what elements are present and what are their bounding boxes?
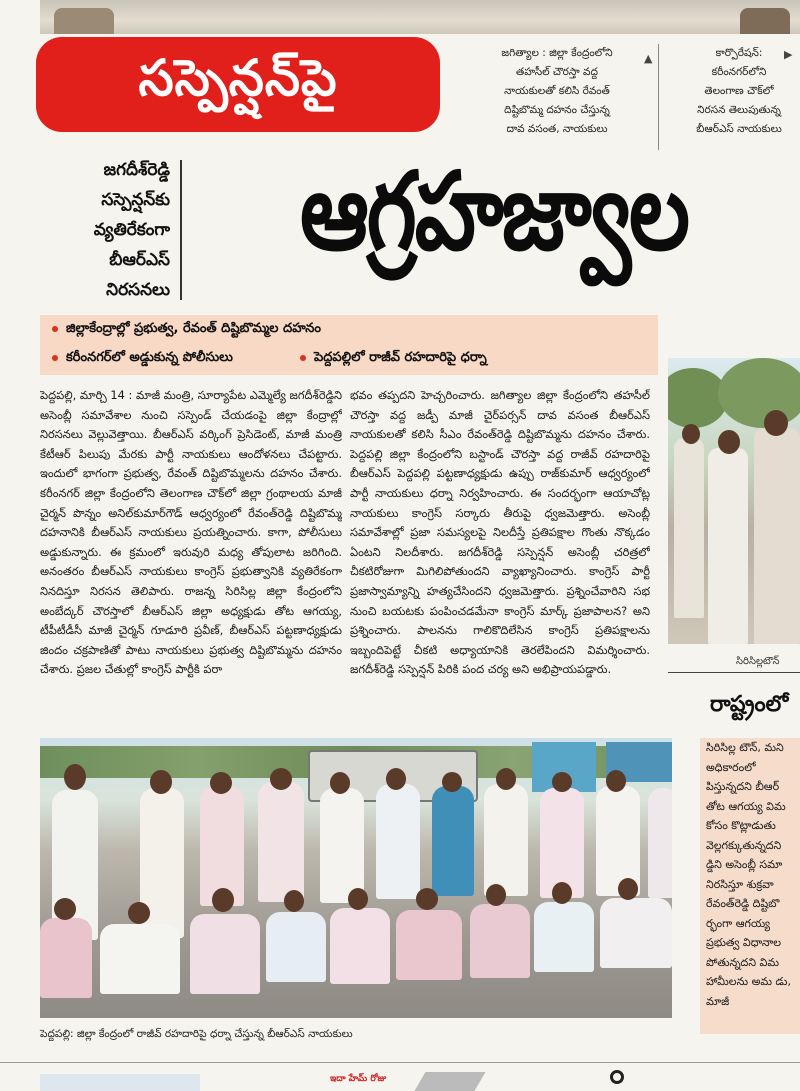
- headline-red-text: సస్పెన్షన్‌పై: [138, 49, 338, 107]
- page-divider: [0, 1062, 800, 1063]
- side-story-rule: [668, 672, 800, 673]
- side-story-label: సిరిసిల్లటౌన్: [736, 656, 780, 667]
- article-column-2: భవం తప్పదని హెచ్చరించారు. జగిత్యాల జిల్లా కేంద్రంలోని తహసీల్ చౌరస్తా వద్ద జడ్పీ మాజీ చైర్‌పర్సన్ దావ వసంత బీఆర్‌ఎస్ నాయకులతో కలిసి సీఎం రేవంత్‌రెడ్డి దిష్టిబొమ్మను దహనం చేశారు. పెద్దపల్లి జిల్లా కేంద్రంలోని బస్టాండ్ చౌరస్తా వద్ద రాజీవ్ రహదారిపై బీఆర్‌ఎస్ పెద్దపల్లి పట్టణాధ్యక్షుడు ఉప్పు రాజ్‌కుమార్ ఆధ్వర్యంలో పార్టీ నాయకులు ధర్నా నిర్వహించారు. ఈ సందర్భంగా ఆయాచోట్ల నాయకులు కాంగ్రెస్ సర్కారు తీరుపై ధ్వజమెత్తారు. అసెంబ్లీ సమావేశాల్లో ప్రజా సమస్యలపై నిలదీస్తే ప్రతిపక్షాల గొంతు నొక్కడం ఏంటని నిలదీశారు. జగదీశ్‌రెడ్డి సస్పెన్షన్ అసెంబ్లీ చరిత్రలో చీకటిరోజుగా మిగిలిపోతుందని వ్యాఖ్యానించారు. కాంగ్రెస్ పార్టీ ప్రజాస్వామ్యాన్ని హత్యచేసిందని ధ్వజమెత్తారు. ప్రశ్నించేవారిని సభ నుంచి బయటకు పంపించడమేనా కాంగ్రెస్ మార్క్ ప్రజాపాలన? అని ప్రశ్నించారు. పాలనను గాలికొదిలేసిన కాంగ్రెస్ ప్రతిపక్షాలను ఇబ్బందిపెట్టే చీకటి అధ్యాయానికి తెరలేపిందని విమర్శించారు. జగదీశ్‌రెడ్డి సస్పెన్షన్ పిరికి పంద చర్య అని అభిప్రాయపడ్డారు.: [350, 388, 650, 677]
- highlight-item: కరీంనగర్‌లో అడ్డుకున్న పోలీసులు: [52, 350, 233, 368]
- top-photo-strip: [40, 0, 800, 34]
- side-story-headline: రాష్ట్రంలో: [710, 692, 789, 717]
- next-article-graphic: [415, 1072, 486, 1091]
- bullet-icon: [52, 326, 58, 332]
- next-article-photo: [40, 1074, 200, 1091]
- next-article-headline-fragment: ఇదా హేమ్ రోజు: [330, 1074, 387, 1084]
- main-headline: [190, 150, 798, 300]
- arrow-up-icon: ▲: [644, 52, 653, 65]
- bullet-icon: [300, 355, 306, 361]
- highlight-item: పెద్దపల్లిలో రాజీవ్ రహదారిపై ధర్నా: [300, 350, 487, 368]
- headline-red-pill: [36, 37, 440, 132]
- side-subheadline: జగదీశ్‌రెడ్డి సస్పెన్షన్‌కు వ్యతిరేకంగా బీఆర్‌ఎస్ నిరసనలు: [93, 160, 170, 300]
- arrow-right-icon: ▶: [784, 48, 793, 61]
- photo-caption-karimnagar: కార్పొరేషన్: కరీంనగర్‌లోని తెలంగాణ చౌక్‌లో నిరసన తెలుపుతున్న బీఆర్‌ఎస్ నాయకులు: [696, 47, 782, 135]
- article-column-1: పెద్దపల్లి, మార్చి 14 : మాజీ మంత్రి, సూర్యాపేట ఎమ్మెల్యే జగదీశ్‌రెడ్డిని అసెంబ్లీ సమావేశాల నుంచి సస్పెండ్ చేయడంపై జిల్లా కేంద్రాల్లో నిరసనలు వెల్లువెత్తాయి. బీఆర్‌ఎస్ వర్కింగ్ ప్రెసిడెంట్, మాజీ మంత్రి కేటీఆర్ పిలుపు మేరకు పార్టీ నాయకులు ఆందోళనలు చేపట్టారు. ఇందులో భాగంగా ప్రభుత్వ, రేవంత్ దిష్టిబొమ్మలను దహనం చేశారు. కరీంనగర్ జిల్లా కేంద్రంలోని తెలంగాణ చౌక్‌లో జిల్లా గ్రంథాలయ మాజీ చైర్మన్ పొన్నం అనిల్‌కుమార్‌గౌడ్ ఆధ్వర్యంలో రేవంత్‌రెడ్డి దిష్టిబొమ్మ దహనానికి బీఆర్‌ఎస్ నాయకులు ప్రయత్నించారు. కాగా, పోలీసులు అడ్డుకున్నారు. ఈ క్రమంలో ఇరువురి మధ్య తోపులాట జరిగింది. అనంతరం బీఆర్‌ఎస్ నాయకులు కాంగ్రెస్ ప్రభుత్వానికి వ్యతిరేకంగా నినదిస్తూ నిరసన తెలిపారు. రాజన్న సిరిసిల్ల జిల్లా కేంద్రంలోని అంబేద్కర్ చౌరస్తాలో బీఆర్‌ఎస్ జిల్లా అధ్యక్షుడు తోట ఆగయ్య, టీపీటీడీసీ మాజీ చైర్మన్ గూడూరి ప్రవీణ్, బీఆర్‌ఎస్ పట్టణాధ్యక్షుడు జిందం చక్రపాణితో పాటు నాయకులు ప్రభుత్వ దిష్టిబొమ్మను దహనం చేశారు. ప్రజల చేతుల్లో కాంగ్రెస్ పార్టీకి పరా: [40, 388, 342, 677]
- group-protest-photo: [40, 738, 672, 1018]
- caption-divider: [658, 44, 659, 150]
- bullet-icon: [52, 355, 58, 361]
- subhead-divider: [180, 160, 182, 300]
- circle-icon: [610, 1070, 624, 1084]
- highlight-item: జిల్లాకేంద్రాల్లో ప్రభుత్వ, రేవంత్ దిష్టిబొమ్మల దహనం: [52, 321, 321, 339]
- main-headline-text: ఆగ్రహజ్వాల: [300, 149, 688, 275]
- protest-photo-right: [668, 358, 800, 644]
- photo-caption-jagtial: జగిత్యాల : జిల్లా కేంద్రంలోని తహసీల్ చౌరస్తా వద్ద నాయకులతో కలిసి రేవంత్ దిష్టిబొమ్మ దహనం చేస్తున్న దావ వసంత, నాయకులు: [501, 47, 613, 135]
- side-story-text: సిరిసిల్ల టౌన్, మని అధికారంలో పిస్తున్నదని బీఆర్ తోట ఆగయ్య విమ కోసం కొట్లాడుతు వెల్లగక్కుతున్నదని డ్డిని అసెంబ్లీ సమా నిరసిస్తూ శుక్రవా రేవంత్‌రెడ్డి దిష్టిబొ ర్భంగా ఆగయ్య ప్రభుత్వ విధానాల పోతున్నదని విమ హామీలను అమ డు, మాజీ: [700, 738, 800, 1034]
- photo-caption: పెద్దపల్లి: జిల్లా కేంద్రంలో రాజీవ్ రహదారిపై ధర్నా చేస్తున్న బీఆర్‌ఎస్ నాయకులు: [40, 1028, 353, 1040]
